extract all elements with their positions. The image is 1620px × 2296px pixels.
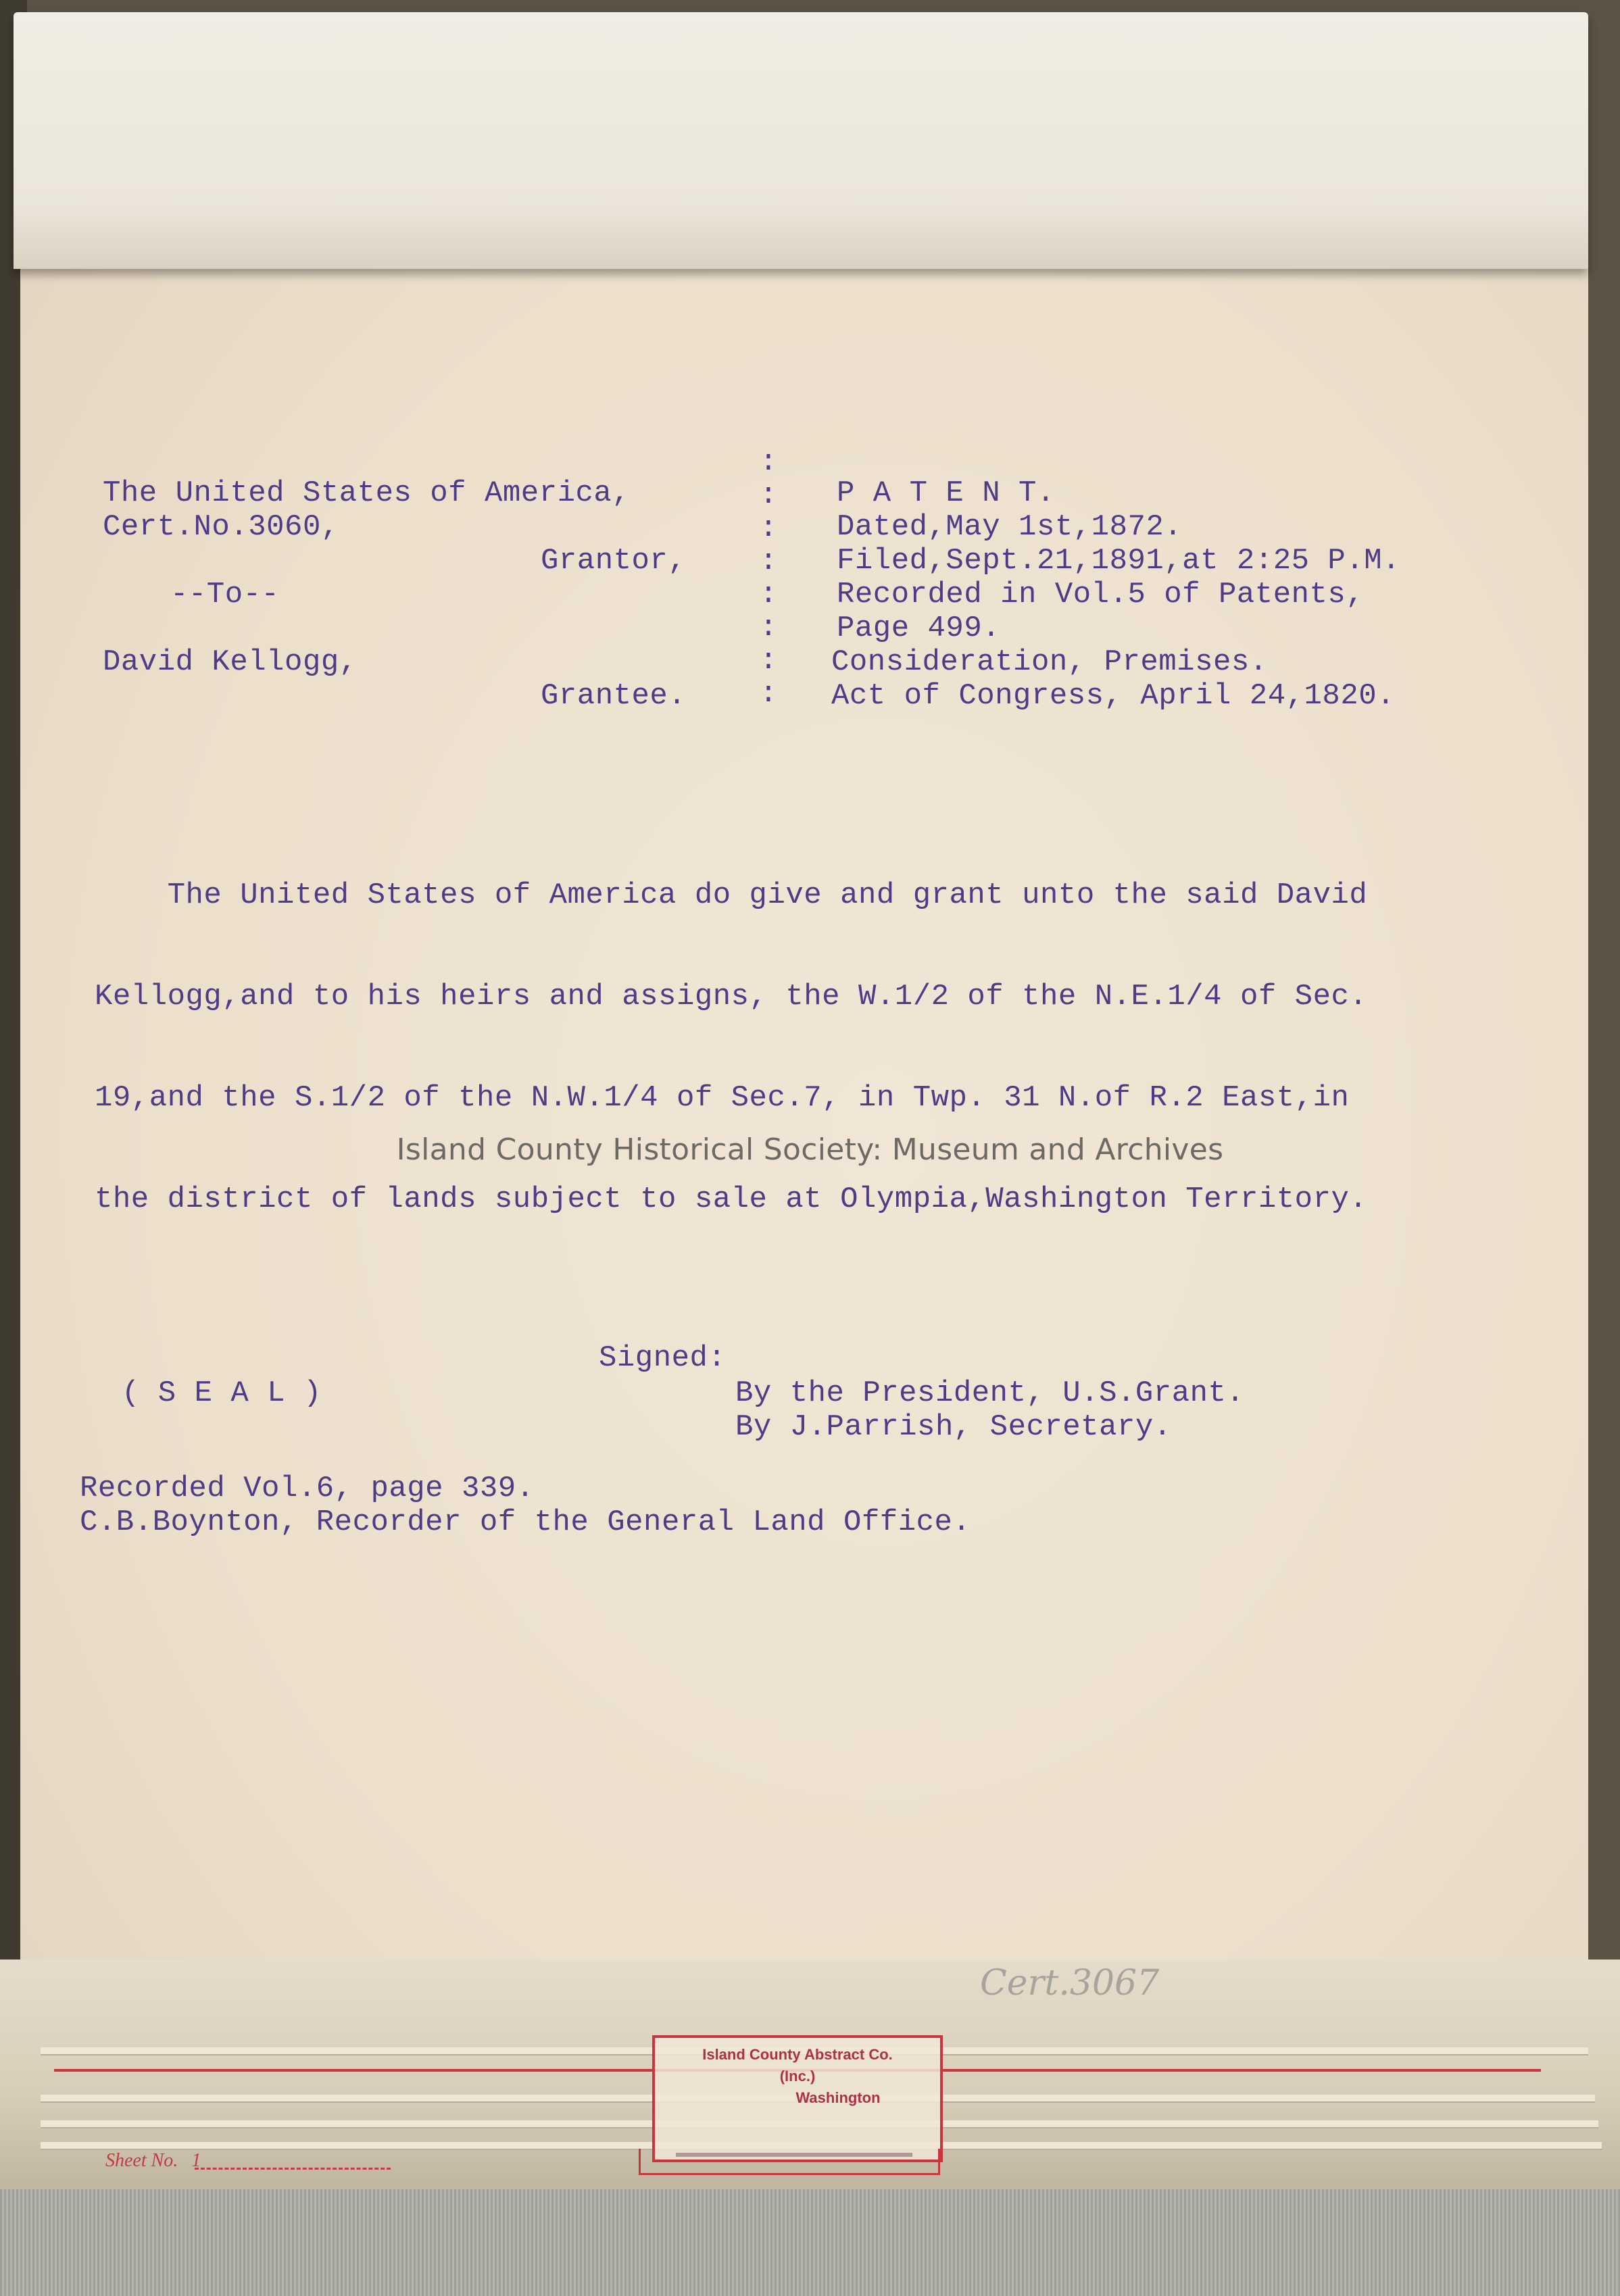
separator-colon: : [759,478,778,512]
filed-line: Filed,Sept.21,1891,at 2:25 P.M. [837,544,1401,578]
separator-colon: : [759,677,778,711]
stamp-inc: (Inc.) [779,2068,816,2085]
recorder-line: C.B.Boynton, Recorder of the General Land Office. [80,1505,971,1539]
pencil-annotation: Cert.3067 [980,1963,1160,2003]
book-cloth-cover [0,2189,1620,2296]
page-line: Page 499. [837,612,1001,645]
sheet-number-label [105,2150,201,2172]
paragraph-line: the district of lands subject to sale at Olympia,Washington Territory. [95,1182,1368,1216]
act-of-congress-line: Act of Congress, April 24,1820. [831,679,1396,713]
president-signature: By the President, U.S.Grant. [735,1376,1245,1410]
sheet-number-value: 1 [191,2150,201,2171]
secretary-signature: By J.Parrish, Secretary. [735,1410,1172,1444]
grant-paragraph [95,811,1367,1250]
separator-colon: : [759,445,778,479]
colon-separator-column [758,446,779,711]
recorded-volume-line: Recorded Vol.6, page 339. [80,1472,535,1505]
sheet-number-dotted-line [195,2168,391,2170]
separator-colon: : [759,611,778,645]
paragraph-line: The United States of America do give and grant unto the said David [95,878,1368,912]
sheet-label-text: Sheet No. [105,2150,178,2171]
signed-label: Signed: [599,1341,727,1375]
separator-colon: : [759,644,778,678]
separator-colon: : [759,545,778,578]
certificate-number: Cert.No.3060, [103,510,339,544]
consideration-line: Consideration, Premises. [831,645,1268,679]
stamp-smudge [676,2153,912,2157]
archive-watermark: Island County Historical Society: Museum and Archives [396,1132,1224,1167]
document-type-title: P A T E N T. [837,476,1055,510]
grantee-label: Grantee. [541,679,687,713]
abstract-company-stamp [652,2035,943,2162]
dated-line: Dated,May 1st,1872. [837,510,1183,544]
paragraph-line: Kellogg,and to his heirs and assigns, the W.1/2 of the N.E.1/4 of Sec. [95,980,1368,1014]
grantor-label: Grantor, [541,544,687,578]
paragraph-line: 19,and the S.1/2 of the N.W.1/4 of Sec.7, in Twp. 31 N.of R.2 East,in [95,1081,1350,1115]
grantor-name: The United States of America, [103,476,631,510]
folded-top-page [14,12,1588,269]
separator-colon: : [759,511,778,545]
separator-colon: : [759,578,778,612]
grantee-name: David Kellogg, [103,645,358,679]
stamp-city: Washington [795,2089,881,2106]
seal-mark: ( S E A L ) [122,1376,322,1410]
recorded-in-line: Recorded in Vol.5 of Patents, [837,578,1365,612]
stamp-company-name: Island County Abstract Co. [702,2046,893,2063]
to-label: --To-- [170,578,280,612]
